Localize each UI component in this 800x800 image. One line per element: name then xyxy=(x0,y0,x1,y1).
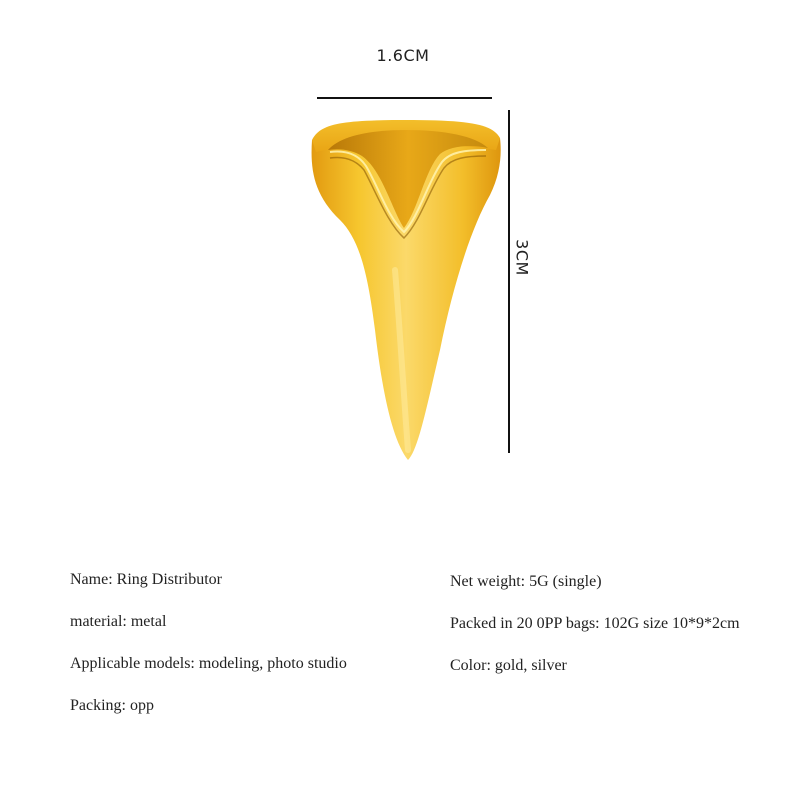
spec-applicable-models: Applicable models: modeling, photo studio xyxy=(70,655,347,672)
spec-color: Color: gold, silver xyxy=(450,657,567,674)
spec-net-weight: Net weight: 5G (single) xyxy=(450,573,602,590)
spec-packing: Packing: opp xyxy=(70,697,154,714)
spec-material: material: metal xyxy=(70,613,167,630)
spec-packed-bags: Packed in 20 0PP bags: 102G size 10*9*2cm xyxy=(450,615,740,632)
gold-spike-ring-icon xyxy=(300,110,510,470)
spec-name: Name: Ring Distributor xyxy=(70,571,222,588)
width-dimension-label: 1.6CM xyxy=(376,46,430,65)
width-dimension-line xyxy=(317,97,492,99)
height-dimension-label: 3CM xyxy=(512,239,532,276)
